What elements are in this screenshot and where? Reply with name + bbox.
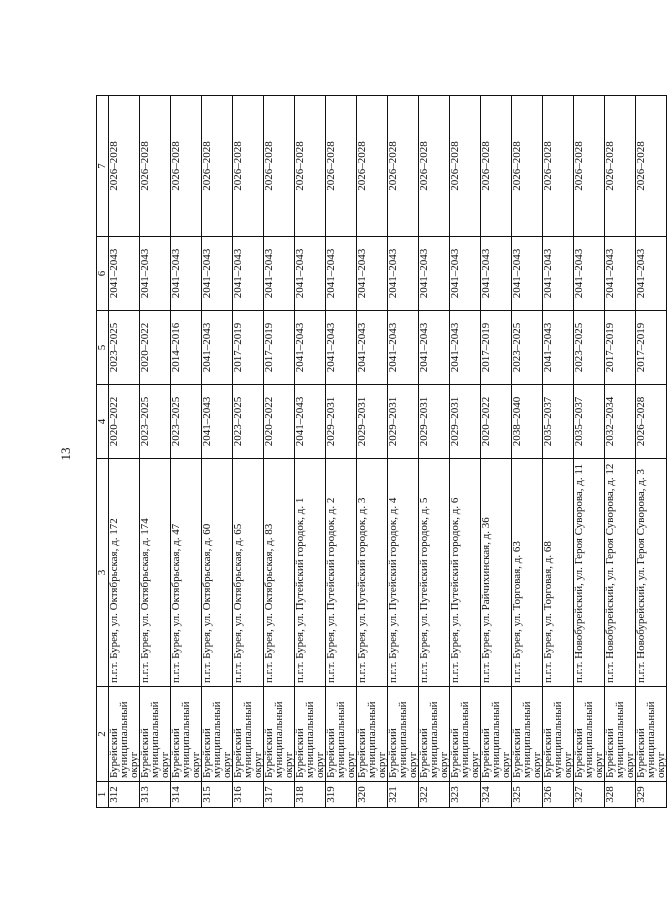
- period-5-cell: 2017–2019: [264, 311, 295, 385]
- table-row: [605, 96, 636, 808]
- period-4-cell: 2029–2031: [326, 385, 357, 459]
- municipality-cell: Бурейский муниципальный округ: [357, 687, 388, 782]
- period-5-cell: 2041–2043: [202, 311, 233, 385]
- address-cell: п.г.т. Новобурейский, ул. Героя Суворова, д. 12: [605, 459, 636, 687]
- table-row: [171, 96, 202, 808]
- municipality-cell: Бурейский муниципальный округ: [512, 687, 543, 782]
- municipality-cell: Бурейский муниципальный округ: [636, 687, 667, 782]
- period-6-cell: 2041–2043: [264, 237, 295, 311]
- column-header-1: 1: [97, 782, 109, 808]
- column-header-6: 6: [97, 237, 109, 311]
- period-6-cell: 2041–2043: [357, 237, 388, 311]
- period-6-cell: 2041–2043: [388, 237, 419, 311]
- period-4-cell: 2032–2034: [605, 385, 636, 459]
- row-number-cell: 323: [450, 782, 481, 808]
- address-cell: п.г.т. Бурея, ул. Путейский городок, д. 6: [450, 459, 481, 687]
- address-cell: п.г.т. Бурея, ул. Путейский городок, д. 4: [388, 459, 419, 687]
- period-5-cell: 2020–2022: [140, 311, 171, 385]
- period-5-cell: 2023–2025: [512, 311, 543, 385]
- address-cell: п.г.т. Бурея, ул. Путейский городок, д. 3: [357, 459, 388, 687]
- period-5-cell: 2041–2043: [419, 311, 450, 385]
- row-number-cell: 313: [140, 782, 171, 808]
- municipality-cell: Бурейский муниципальный округ: [171, 687, 202, 782]
- period-6-cell: 2041–2043: [605, 237, 636, 311]
- period-6-cell: 2041–2043: [450, 237, 481, 311]
- period-7-cell: 2026–2028: [357, 96, 388, 237]
- period-7-cell: 2026–2028: [233, 96, 264, 237]
- period-6-cell: 2041–2043: [543, 237, 574, 311]
- row-number-cell: 312: [109, 782, 140, 808]
- period-5-cell: 2041–2043: [326, 311, 357, 385]
- row-number-cell: 322: [419, 782, 450, 808]
- row-number-cell: 325: [512, 782, 543, 808]
- period-5-cell: 2041–2043: [295, 311, 326, 385]
- period-6-cell: 2041–2043: [481, 237, 512, 311]
- table-row: [202, 96, 233, 808]
- table-row: [295, 96, 326, 808]
- period-7-cell: 2026–2028: [140, 96, 171, 237]
- table-row: [357, 96, 388, 808]
- column-header-7: 7: [97, 96, 109, 237]
- period-5-cell: 2041–2043: [450, 311, 481, 385]
- address-cell: п.г.т. Бурея, ул. Октябрьская, д. 174: [140, 459, 171, 687]
- row-number-cell: 320: [357, 782, 388, 808]
- municipality-cell: Бурейский муниципальный округ: [233, 687, 264, 782]
- municipality-cell: Бурейский муниципальный округ: [295, 687, 326, 782]
- page-number: 13: [58, 447, 73, 461]
- municipality-cell: Бурейский муниципальный округ: [574, 687, 605, 782]
- row-number-cell: 326: [543, 782, 574, 808]
- table-row: [450, 96, 481, 808]
- table-rotation-frame: [96, 96, 667, 808]
- period-4-cell: 2020–2022: [481, 385, 512, 459]
- period-6-cell: 2041–2043: [574, 237, 605, 311]
- address-cell: п.г.т. Бурея, ул. Путейский городок, д. 2: [326, 459, 357, 687]
- period-4-cell: 2035–2037: [543, 385, 574, 459]
- row-number-cell: 319: [326, 782, 357, 808]
- municipality-cell: Бурейский муниципальный округ: [326, 687, 357, 782]
- municipality-cell: Бурейский муниципальный округ: [481, 687, 512, 782]
- row-number-cell: 324: [481, 782, 512, 808]
- period-4-cell: 2026–2028: [636, 385, 667, 459]
- period-4-cell: 2029–2031: [388, 385, 419, 459]
- period-6-cell: 2041–2043: [419, 237, 450, 311]
- period-5-cell: 2041–2043: [357, 311, 388, 385]
- table-row: [140, 96, 171, 808]
- period-6-cell: 2041–2043: [512, 237, 543, 311]
- municipality-cell: Бурейский муниципальный округ: [543, 687, 574, 782]
- row-number-cell: 329: [636, 782, 667, 808]
- period-7-cell: 2026–2028: [388, 96, 419, 237]
- period-6-cell: 2041–2043: [109, 237, 140, 311]
- period-4-cell: 2035–2037: [574, 385, 605, 459]
- period-4-cell: 2020–2022: [109, 385, 140, 459]
- table-body: [109, 96, 667, 808]
- period-5-cell: 2023–2025: [574, 311, 605, 385]
- period-5-cell: 2041–2043: [388, 311, 419, 385]
- period-5-cell: 2017–2019: [233, 311, 264, 385]
- column-header-4: 4: [97, 385, 109, 459]
- housing-schedule-table: [96, 95, 667, 808]
- address-cell: п.г.т. Бурея, ул. Путейский городок, д. 1: [295, 459, 326, 687]
- period-6-cell: 2041–2043: [140, 237, 171, 311]
- table-row: [481, 96, 512, 808]
- period-7-cell: 2026–2028: [605, 96, 636, 237]
- table-row: [636, 96, 667, 808]
- period-4-cell: 2029–2031: [357, 385, 388, 459]
- address-cell: п.г.т. Бурея, ул. Путейский городок, д. 5: [419, 459, 450, 687]
- period-6-cell: 2041–2043: [202, 237, 233, 311]
- address-cell: п.г.т. Бурея, ул. Октябрьская, д. 60: [202, 459, 233, 687]
- period-7-cell: 2026–2028: [512, 96, 543, 237]
- period-4-cell: 2023–2025: [233, 385, 264, 459]
- table-row: [264, 96, 295, 808]
- period-7-cell: 2026–2028: [264, 96, 295, 237]
- period-5-cell: 2017–2019: [481, 311, 512, 385]
- table-row: [543, 96, 574, 808]
- table-row: [326, 96, 357, 808]
- row-number-cell: 314: [171, 782, 202, 808]
- period-5-cell: 2017–2019: [605, 311, 636, 385]
- period-4-cell: 2023–2025: [140, 385, 171, 459]
- period-6-cell: 2041–2043: [636, 237, 667, 311]
- period-7-cell: 2026–2028: [295, 96, 326, 237]
- period-7-cell: 2026–2028: [574, 96, 605, 237]
- address-cell: п.г.т. Бурея, ул. Октябрьская, д. 65: [233, 459, 264, 687]
- address-cell: п.г.т. Бурея, ул. Октябрьская, д. 83: [264, 459, 295, 687]
- period-4-cell: 2029–2031: [450, 385, 481, 459]
- address-cell: п.г.т. Бурея, ул. Торговая, д. 63: [512, 459, 543, 687]
- column-header-3: 3: [97, 459, 109, 687]
- row-number-cell: 327: [574, 782, 605, 808]
- row-number-cell: 317: [264, 782, 295, 808]
- table-row: [109, 96, 140, 808]
- row-number-cell: 328: [605, 782, 636, 808]
- period-6-cell: 2041–2043: [326, 237, 357, 311]
- period-6-cell: 2041–2043: [295, 237, 326, 311]
- address-cell: п.г.т. Новобурейский, ул. Героя Суворова, д. 3: [636, 459, 667, 687]
- table-row: [419, 96, 450, 808]
- table-row: [574, 96, 605, 808]
- period-7-cell: 2026–2028: [543, 96, 574, 237]
- address-cell: п.г.т. Бурея, ул. Торговая, д. 68: [543, 459, 574, 687]
- row-number-cell: 318: [295, 782, 326, 808]
- period-7-cell: 2026–2028: [450, 96, 481, 237]
- table-row: [512, 96, 543, 808]
- period-5-cell: 2041–2043: [543, 311, 574, 385]
- period-7-cell: 2026–2028: [171, 96, 202, 237]
- period-6-cell: 2041–2043: [171, 237, 202, 311]
- period-4-cell: 2029–2031: [419, 385, 450, 459]
- period-5-cell: 2017–2019: [636, 311, 667, 385]
- period-5-cell: 2023–2025: [109, 311, 140, 385]
- period-7-cell: 2026–2028: [636, 96, 667, 237]
- municipality-cell: Бурейский муниципальный округ: [264, 687, 295, 782]
- column-header-5: 5: [97, 311, 109, 385]
- row-number-cell: 316: [233, 782, 264, 808]
- table-row: [388, 96, 419, 808]
- period-6-cell: 2041–2043: [233, 237, 264, 311]
- municipality-cell: Бурейский муниципальный округ: [109, 687, 140, 782]
- column-header-2: 2: [97, 687, 109, 782]
- row-number-cell: 315: [202, 782, 233, 808]
- period-4-cell: 2041–2043: [295, 385, 326, 459]
- municipality-cell: Бурейский муниципальный округ: [388, 687, 419, 782]
- period-5-cell: 2014–2016: [171, 311, 202, 385]
- period-4-cell: 2038–2040: [512, 385, 543, 459]
- municipality-cell: Бурейский муниципальный округ: [202, 687, 233, 782]
- address-cell: п.г.т. Новобурейский, ул. Героя Суворова, д. 11: [574, 459, 605, 687]
- period-4-cell: 2020–2022: [264, 385, 295, 459]
- period-7-cell: 2026–2028: [326, 96, 357, 237]
- address-cell: п.г.т. Бурея, ул. Октябрьская, д. 47: [171, 459, 202, 687]
- period-7-cell: 2026–2028: [202, 96, 233, 237]
- table-header-row: [97, 96, 109, 808]
- municipality-cell: Бурейский муниципальный округ: [419, 687, 450, 782]
- period-7-cell: 2026–2028: [419, 96, 450, 237]
- period-7-cell: 2026–2028: [109, 96, 140, 237]
- municipality-cell: Бурейский муниципальный округ: [450, 687, 481, 782]
- table-row: [233, 96, 264, 808]
- row-number-cell: 321: [388, 782, 419, 808]
- address-cell: п.г.т. Бурея, ул. Райчихинская, д. 36: [481, 459, 512, 687]
- table-container: [96, 96, 667, 808]
- period-4-cell: 2023–2025: [171, 385, 202, 459]
- address-cell: п.г.т. Бурея, ул. Октябрьская, д. 172: [109, 459, 140, 687]
- period-4-cell: 2041–2043: [202, 385, 233, 459]
- municipality-cell: Бурейский муниципальный округ: [140, 687, 171, 782]
- period-7-cell: 2026–2028: [481, 96, 512, 237]
- municipality-cell: Бурейский муниципальный округ: [605, 687, 636, 782]
